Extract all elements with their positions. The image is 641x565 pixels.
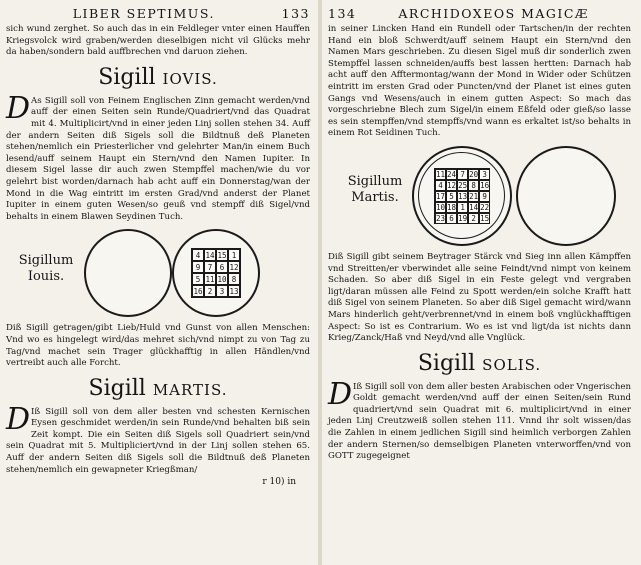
martis-figure-label (340, 174, 410, 206)
magic-square-cell: 14 (205, 250, 215, 260)
heading-sigill-solis (328, 351, 631, 378)
left-page (0, 0, 318, 565)
dropcap: D (328, 376, 353, 412)
magic-square-cell: 24 (447, 169, 457, 179)
magic-square-cell: 2 (468, 213, 479, 224)
magic-square-cell: 12 (447, 180, 457, 190)
magic-square-cell: 21 (469, 191, 479, 201)
magic-square-cell: 8 (228, 273, 240, 285)
magic-square-cell: 25 (458, 180, 468, 190)
right-page (322, 0, 641, 565)
iovis-seal-front-circle (172, 229, 260, 317)
dropcap: D (6, 90, 31, 126)
left-catchword: r 10) in (262, 477, 296, 488)
solis-text: Iß Sigill soll von dem aller besten Arabischen oder Vngerischen Goldt gemacht werden/vnd auff der einen Seiten/sein Rund quadriert/vnd sein Quadrat mit 6. multiplicirt/vnd in einer jeden Linj Creutzweiß sollen stehen 111. Vnnd ihr solt wissen/das die Zahlen in einem jedlichen Sigill sind heimlich verborgen Zahlen der andern Sternen/so demselbigen Planeten vnterworffen/vnd von GOTT zugegeignet (328, 381, 631, 462)
magic-square-cell: 5 (446, 191, 457, 202)
magic-square-cell: 23 (436, 213, 446, 223)
martis-seal-figure (328, 144, 631, 248)
magic-square-cell: 12 (229, 262, 239, 272)
heading-name: IOVIS. (162, 69, 218, 88)
magic-square-cell: 6 (446, 213, 457, 224)
magic-square-cell: 5 (192, 273, 204, 285)
martis-seal-front-circle (412, 146, 512, 246)
left-intro-text: sich wund zerghet. So auch das in ein Feldleger vnter einen Hauffen Kriegsvolck wird graben/werden dieselbigen nicht vil Glücks mehr da haben/sondern bald auffbrechen vnd daruon ziehen. (6, 24, 310, 58)
martis-paragraph (6, 401, 310, 477)
magic-square-cell: 13 (458, 191, 468, 201)
heading-sigill-martis (6, 376, 310, 403)
martis-seal-back-circle (516, 146, 616, 246)
magic-square-cell: 15 (480, 213, 490, 223)
magic-square-cell: 3 (479, 169, 490, 180)
magic-square-cell: 17 (436, 191, 446, 201)
heading-word: Sigill (88, 375, 146, 401)
magic-square-cell: 19 (458, 213, 468, 223)
magic-square-cell: 2 (204, 285, 216, 297)
martis-after-text: Diß Sigill gibt seinem Beytrager Stärck vnd Sieg inn allen Kämpffen vnd Streitten/er vberwindet alle seine Feindt/vnd nimpt von keinem Schaden. So aber diß Sigel in ein Feste gelegt vnd vergraben ligt/daran müssen alle Feind zu Spott werden/ein solche Krafft hatt diß Sigel von seinem Planeten. So aber diß Sigel gemacht wird/wann Mars hinderlich geht/verbrennet/vnd in einem boß vnglückhafftigen Aspect: So ist es Contrarium. Wo es ist vnd ligt/da ist nichts dann Krieg/Zanck/Haß vnd Neyd/vnd alle Vnglück. (328, 251, 631, 344)
heading-sigill-iovis (6, 65, 310, 92)
magic-square-cell: 16 (480, 180, 490, 190)
figure-label-line: Sigillum (347, 173, 403, 189)
iovis-paragraph (6, 90, 310, 224)
iovis-text: As Sigill soll von Feinem Englischen Zinn gemacht werden/vnd auff der einen Seiten sein Runde/Quadriert/vnd das Quadrat mit 4. Multiplicirt/vnd in einer jeden Linj sollen stehen 34. Auff der andern Seiten diß Sigels soll die Bildtnuß deß Planeten stehen/nemlich ein Priesterlicher vnd gelehrter Man/in einem Buch lesend/auff seinem Haupt ein Stern/vnd den Namen Iupiter. In diesem Sigel lasse dir auch zwen Stempffel machen/wie du vor gelehrt bist worden/darnach hab acht auff ein Donnerstag/wan der Mond in die Wag eintritt im ersten Grad/vnd anderst der Planet Iupiter in einem guten Wesen/so geuß vnd stempff diß Sigel/vnd behalts in einem Blawen Seydinen Tuch. (6, 95, 310, 222)
magic-square-cell: 8 (468, 180, 479, 191)
magic-square-cell: 9 (479, 191, 490, 202)
iovis-figure-label (12, 253, 80, 285)
martis-magic-square (434, 168, 490, 224)
magic-square-cell: 15 (217, 250, 227, 260)
magic-square-cell: 11 (436, 169, 446, 179)
magic-square-cell: 4 (192, 249, 204, 261)
magic-square-cell: 9 (192, 261, 204, 273)
magic-square-cell: 1 (228, 249, 240, 261)
magic-square-cell: 20 (469, 169, 479, 179)
heading-word: Sigill (417, 350, 476, 376)
right-intro-text: in seiner Lincken Hand ein Rundell oder Tartschen/in der rechten Hand ein bloß Schwerdt/auff seinem Haupt ein Stern/vnd den Namen Mars geschrieben. Zu diesen Sigel muß dir sonderlich zwen Stempffel lassen schneiden/auffs best lassen hertten: Darnach hab acht auff den Afftermontag/wann der Mond in Wider oder Schützen eintritt im ersten Grad oder Puncten/vnd der Planet ist eines guten Gangs vnd Wesens/auch in einem gutten Aspect: So mach das vorgeschriebne Blech zum Sigel/in einem Eßfeld oder gieß/so lasse es sein stempffen/vnd stempffs/vnd wann es erkaltet ist/so behalts in einem Rot Seidinen Tuch. (328, 24, 631, 139)
left-running-title: LIBER SEPTIMUS. (72, 6, 215, 21)
magic-square-cell: 7 (457, 169, 468, 180)
magic-square-cell: 10 (436, 202, 446, 212)
magic-square-cell: 7 (204, 261, 216, 273)
dropcap: D (6, 401, 31, 437)
right-running-head (328, 4, 631, 24)
magic-square-cell: 11 (205, 274, 215, 284)
iovis-after-text: Diß Sigill getragen/gibt Lieb/Huld vnd Gunst von allen Menschen: Vnd wo es hingelegt wird/das mehret sich/vnd nimpt zu von Tag zu Tag/vnd machet sein Trager glückhafftig in allen Händlen/vnd vertreibt auch alle Forcht. (6, 323, 310, 369)
magic-square-cell: 3 (216, 285, 228, 297)
magic-square-cell: 16 (193, 286, 203, 296)
figure-label-line: Martis. (351, 189, 399, 205)
solis-paragraph (328, 376, 631, 463)
heading-word: Sigill (98, 64, 156, 90)
magic-square-cell: 10 (217, 274, 227, 284)
magic-square-cell: 22 (480, 202, 490, 212)
iovis-seal-back-circle (84, 229, 172, 317)
heading-name: MARTIS. (152, 380, 228, 399)
figure-label-line: Iouis. (27, 269, 65, 285)
magic-square-cell: 18 (447, 202, 457, 212)
magic-square-cell: 13 (229, 286, 239, 296)
right-running-title: ARCHIDOXEOS MAGICÆ (398, 6, 589, 21)
right-page-number: 134 (328, 6, 357, 21)
left-running-head (6, 4, 310, 24)
heading-name: SOLIS. (482, 355, 542, 374)
magic-square-cell: 4 (435, 180, 446, 191)
iovis-magic-square (191, 248, 241, 298)
figure-label-line: Sigillum (18, 253, 74, 269)
magic-square-cell: 6 (216, 261, 228, 273)
magic-square-cell: 1 (457, 202, 468, 213)
martis-text: Iß Sigill soll von dem aller besten vnd schesten Kernischen Eysen geschmidet werden/in sein Runde/vnd behalten biß sein Zeit kompt. Die ein Seiten diß Sigels soll Quadriert sein/vnd sein Quadrat mit 5. Multipliciert/vnd in der Linj sollen stehen 65. Auff der andern Seiten diß Sigels soll die Bildtnuß deß Planeten stehen/nemlich ein gewapneter Kriegßman/ (6, 406, 310, 475)
iovis-seal-figure (6, 227, 310, 319)
left-page-number: 133 (281, 6, 310, 21)
magic-square-cell: 14 (469, 202, 479, 212)
